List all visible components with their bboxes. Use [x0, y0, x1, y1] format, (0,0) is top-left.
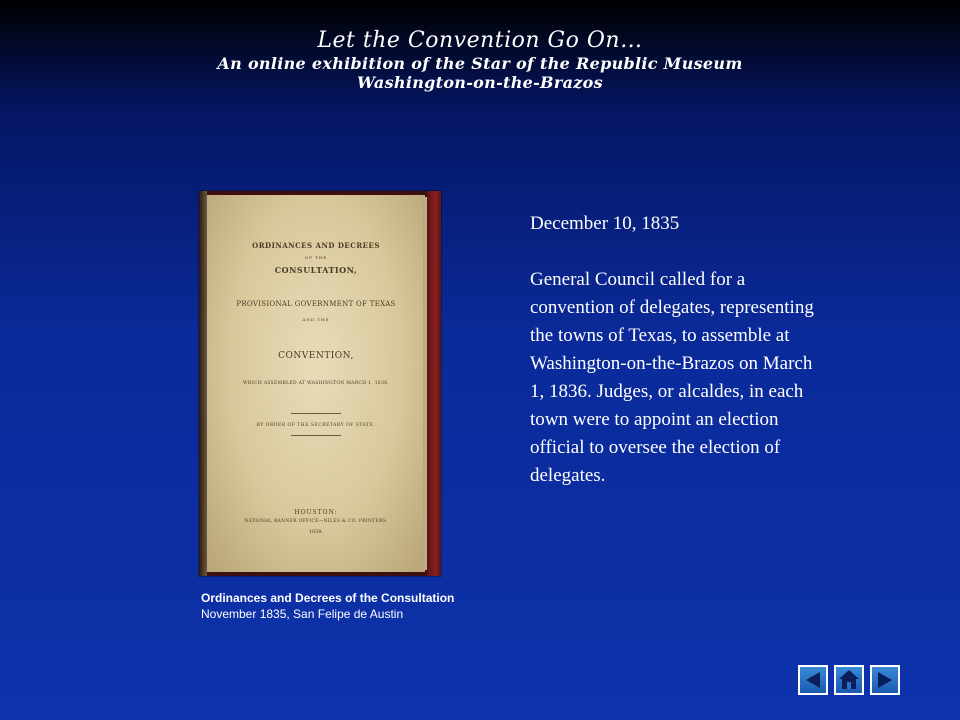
exhibit-location: Washington-on-the-Brazos: [357, 73, 603, 92]
entry-text: General Council called for a convention of delegates, representing the towns of Texas, to assemble at Washington-on-the-Brazos on March 1, 1836. Judges, or alcaldes, in each town were to appoint an election official to oversee the election of delegates.: [530, 269, 814, 486]
entry-date: December 10, 1835: [530, 213, 680, 234]
printed-line: AND THE: [302, 317, 330, 322]
printed-line: CONSULTATION,: [274, 265, 358, 275]
caption-detail: November 1835, San Felipe de Austin: [201, 607, 404, 621]
printed-line: OF THE: [304, 255, 328, 260]
document-photo: [199, 191, 441, 576]
printed-line: PROVISIONAL GOVERNMENT OF TEXAS: [236, 300, 396, 308]
printed-line: 1838.: [308, 529, 324, 535]
exhibit-header: [0, 28, 960, 92]
arrow-right-icon: [870, 665, 900, 695]
printed-line: NATIONAL BANNER OFFICE—NILES & CO. PRINTERS.: [244, 519, 388, 524]
printed-line: HOUSTON:: [294, 509, 338, 516]
slide-navigation: [798, 665, 900, 695]
printed-line: WHICH ASSEMBLED AT WASHINGTON MARCH 1, 1836.: [242, 381, 390, 386]
arrow-left-icon: [798, 665, 828, 695]
book-spine: [199, 191, 207, 576]
caption-title: Ordinances and Decrees of the Consultation: [201, 591, 455, 605]
printed-rule: [291, 413, 341, 414]
previous-button[interactable]: [798, 665, 828, 695]
exhibit-subtitle: An online exhibition of the Star of the Republic Museum: [217, 54, 743, 73]
printed-line: CONVENTION,: [278, 351, 354, 361]
home-icon: [834, 665, 864, 695]
printed-rule: [291, 435, 341, 436]
book-cover: [427, 191, 441, 576]
home-button[interactable]: [834, 665, 864, 695]
printed-line: BY ORDER OF THE SECRETARY OF STATE.: [256, 423, 376, 428]
timeline-entry: [530, 210, 830, 490]
printed-line: ORDINANCES AND DECREES: [252, 241, 380, 250]
image-caption: [201, 590, 454, 622]
next-button[interactable]: [870, 665, 900, 695]
exhibit-title: Let the Convention Go On…: [317, 28, 643, 53]
